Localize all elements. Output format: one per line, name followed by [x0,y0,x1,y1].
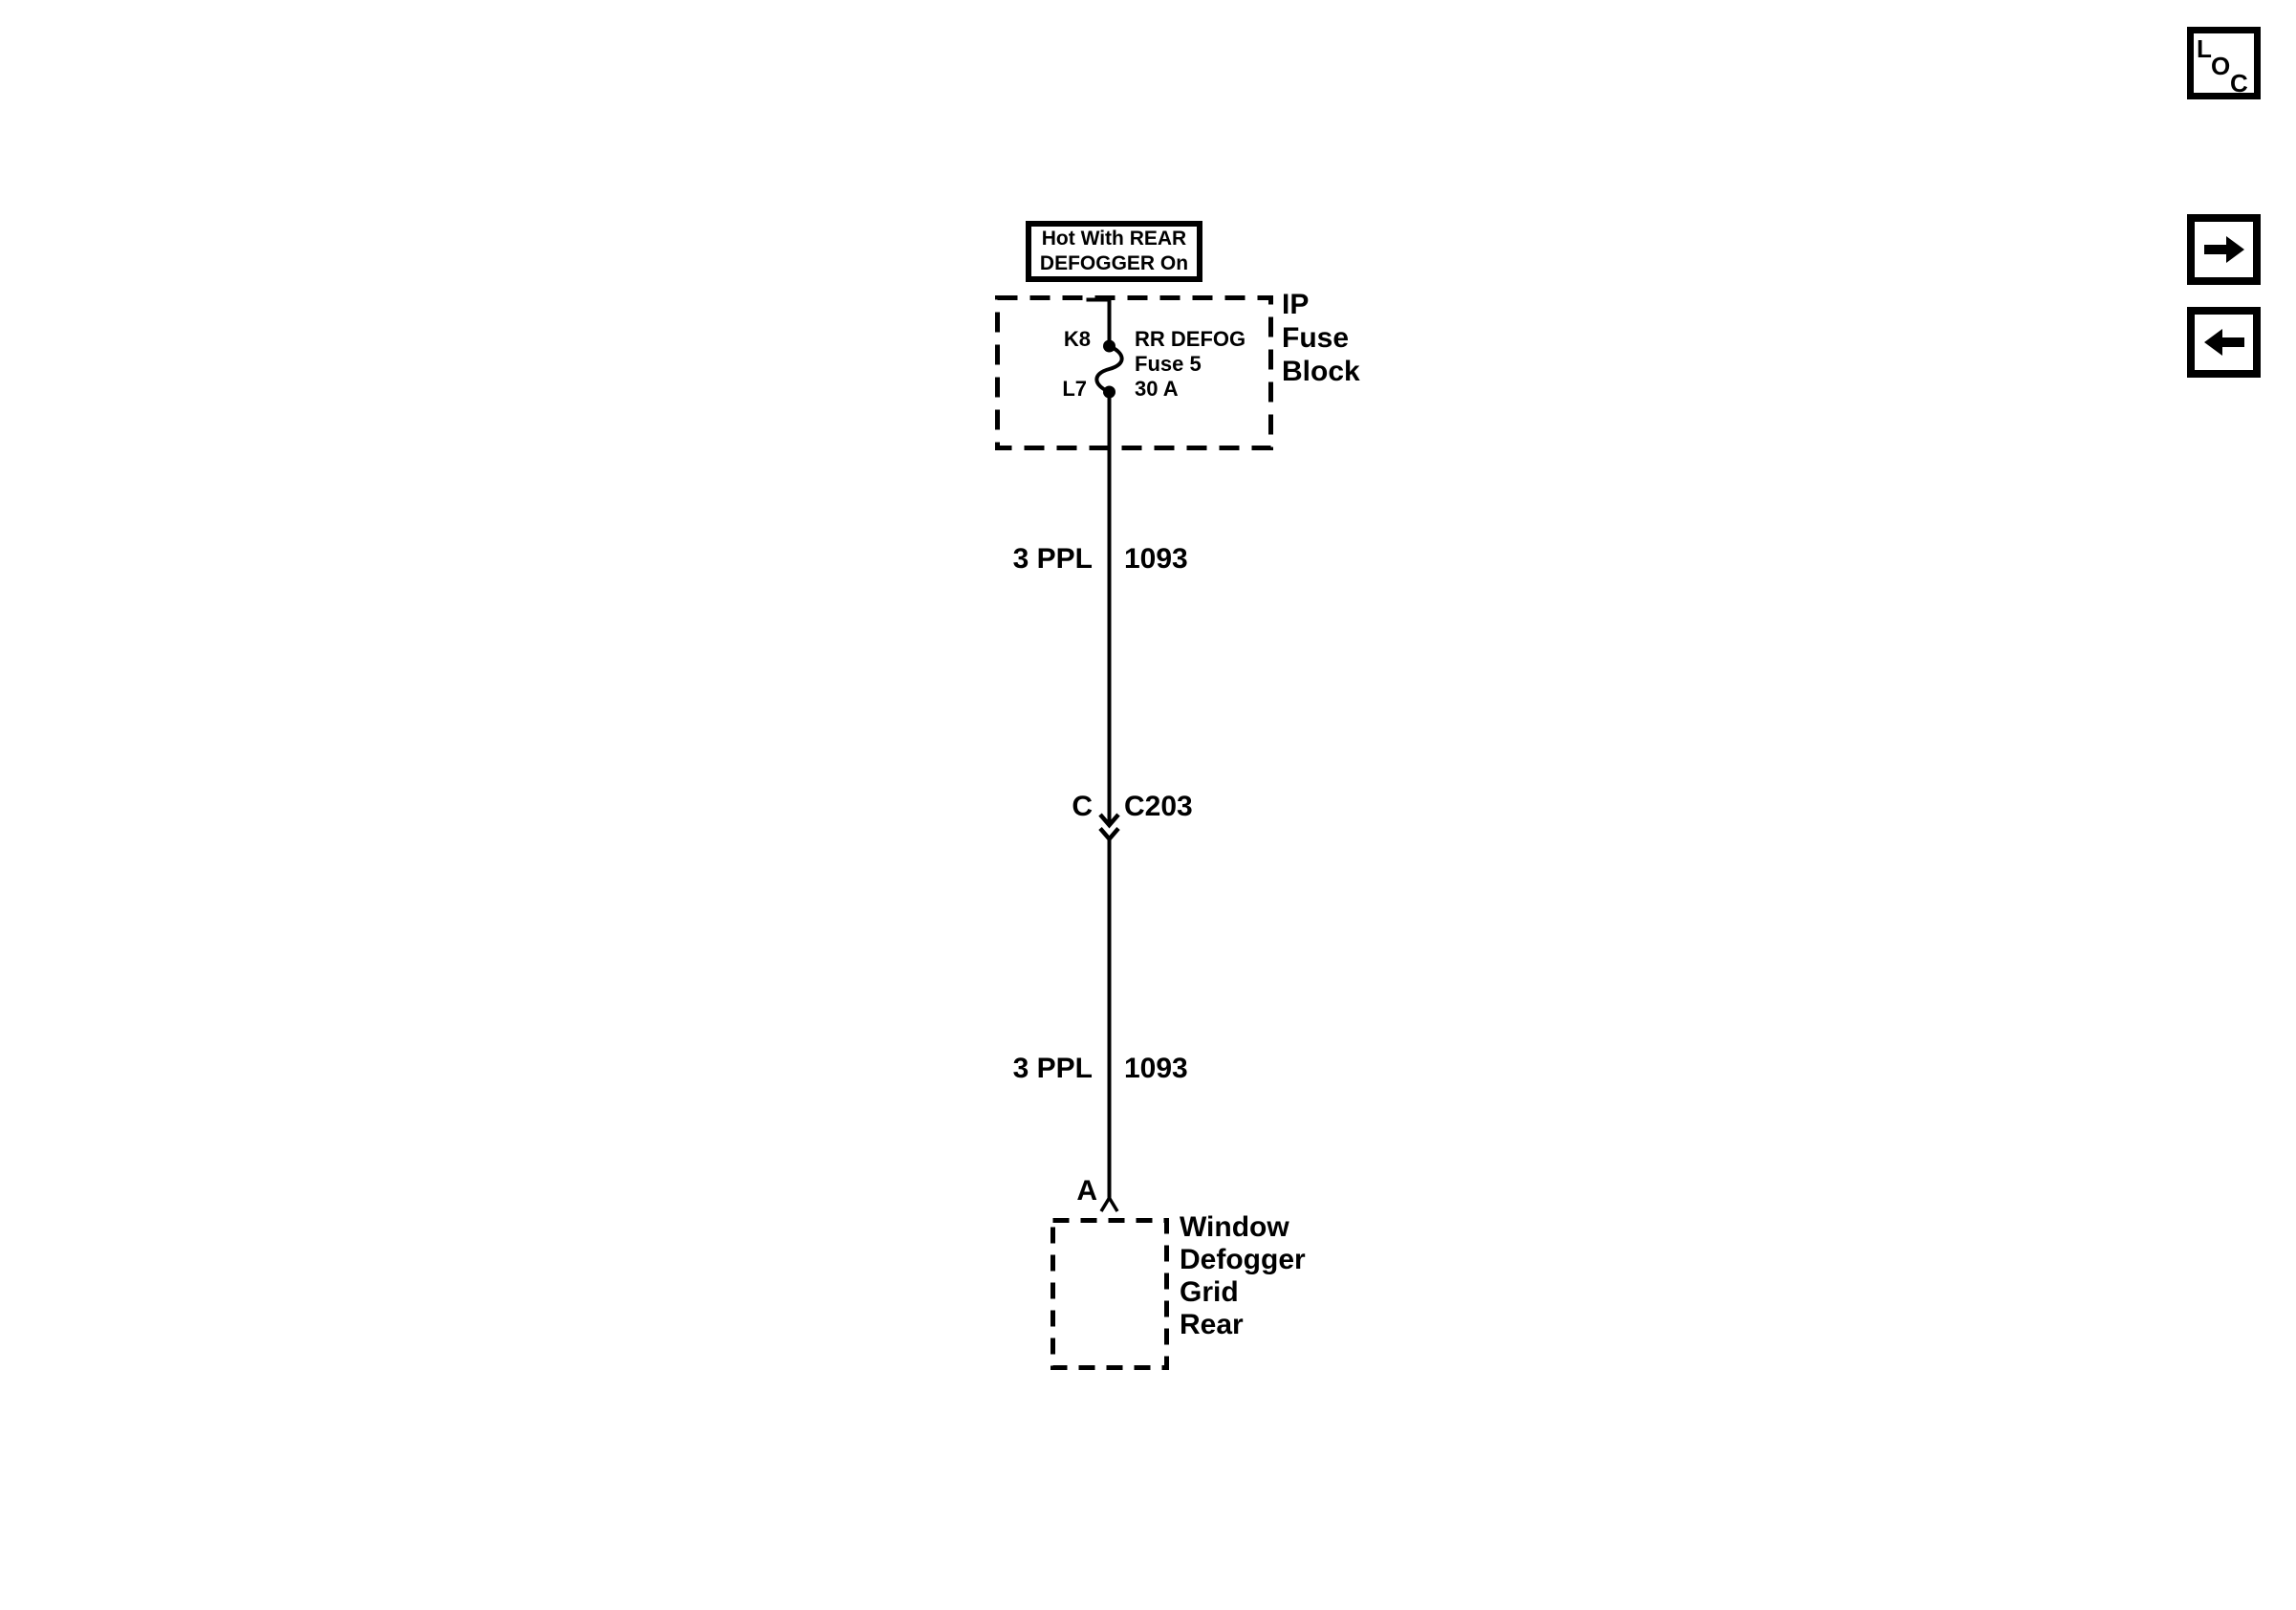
previous-page-button[interactable] [2187,307,2261,378]
load-name-line2: Defogger [1180,1244,1306,1275]
loc-letter-c: C [2230,69,2248,98]
fuse-block-name-line3: Block [1282,356,1360,387]
fuse-element-icon [1096,346,1121,392]
connector-female-chevron-icon [1100,829,1118,839]
load-name [1180,1211,1306,1341]
upper-wire-circuit-label: 1093 [1124,543,1188,575]
fuse-terminal-out-label: L7 [1062,377,1087,401]
lower-wire-spec-label: 3 PPL [1012,1053,1093,1084]
fuse-rating-label: 30 A [1135,377,1179,401]
next-page-button[interactable] [2187,214,2261,285]
fuse-block-name-line1: IP [1282,289,1310,320]
load-name-line4: Rear [1180,1309,1244,1340]
defogger-grid-outline [1053,1221,1167,1368]
fuse-terminal-in-label: K8 [1063,327,1091,351]
loc-letter-o: O [2211,52,2231,80]
load-terminal-label: A [1076,1175,1097,1207]
power-source-label [1026,221,1202,282]
power-source-line2: DEFOGGER On [1039,252,1189,274]
load-name-line3: Grid [1180,1276,1239,1308]
terminal-fork-icon [1101,1198,1117,1211]
loc-button[interactable] [2187,27,2261,99]
lower-wire-circuit-label: 1093 [1124,1053,1188,1084]
fuse-number-label: Fuse 5 [1135,352,1202,376]
power-source-line1: Hot With REAR [1041,228,1187,250]
loc-letter-l: L [2197,34,2212,63]
connector-id-label: C203 [1124,791,1193,822]
arrow-left-icon [2201,323,2247,361]
fuse-block-name [1282,288,1360,388]
arrow-right-icon [2201,230,2247,269]
fuse-block-name-line2: Fuse [1282,322,1350,354]
upper-wire-spec-label: 3 PPL [1012,543,1093,575]
connector-cavity-label: C [1072,791,1093,822]
fuse-name-label: RR DEFOG [1135,327,1246,351]
load-name-line1: Window [1180,1211,1289,1243]
